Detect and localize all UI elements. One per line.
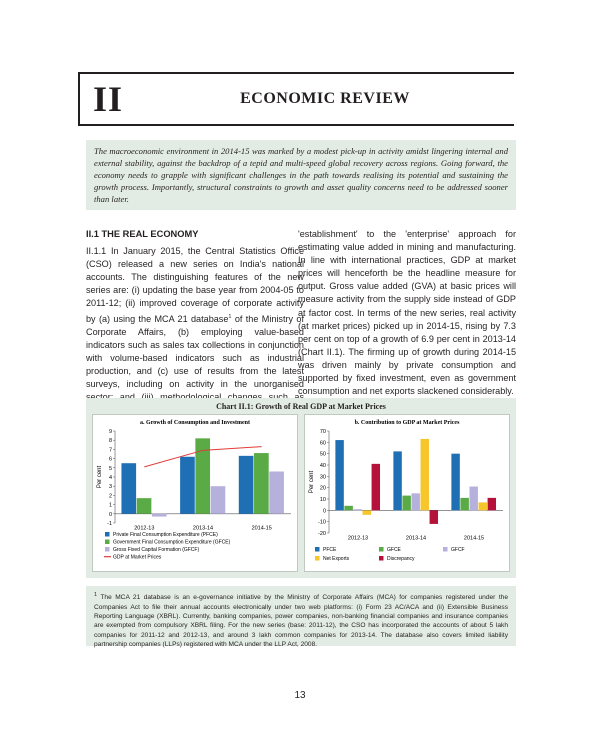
y-tick-label: 2	[108, 493, 112, 500]
chapter-title: ECONOMIC REVIEW	[240, 90, 410, 107]
bar	[211, 486, 226, 514]
legend-label: Private Final Consumption Expenditure (PFCE)	[113, 532, 218, 538]
bar	[488, 498, 496, 510]
bar	[239, 456, 254, 514]
x-tick-label: 2013-14	[405, 535, 427, 542]
legend-swatch	[315, 547, 320, 552]
chapter-abstract: The macroeconomic environment in 2014-15 was marked by a modest pick-up in activity amidst lingering internal and external stability, against the backdrop of a tepid and multi-speed global recovery across regions. Going forward, the economy needs to grapple with significant challenges in the path towards realising its potential and sustaining the growth process. Importantly, structural constraints to growth and asset quality concerns need to be addressed sooner than later.	[86, 140, 516, 210]
paragraph-left-b: of the Ministry of Corporate Affairs, (b) employing value-based indicators such as sales tax collections in conjunction with volume-based indicators such as industrial production, and (c) use of results from the latest surveys, including on activity in the unorganised	[86, 313, 304, 390]
chapter-title-bar	[136, 72, 514, 126]
bar	[269, 471, 284, 513]
y-tick-label: 0	[108, 511, 112, 518]
bar	[363, 510, 371, 515]
y-tick-label: 60	[319, 440, 326, 447]
bar	[121, 463, 136, 514]
x-tick-label: 2012-13	[134, 525, 155, 532]
paragraph-right: 'establishment' to the 'enterprise' approach for estimating value added in mining and manufacturing. In line with international practices, GDP at market prices will henceforth be the headline measure for output. Gross value added (GVA) at basic prices will measure activity from the supply side instead of GDP at factor cost. In terms of the new series, real activity (at market prices) picked up in 2014-15, rising by 7.3 per cent on top of a growth of 6.9 per cent in 2013-14 (Chart II.1). The firming up of growth during 2014-15 was driven mainly by private consumption and supported by fixed investment, even as government consumption and net exports slackened considerably.	[298, 229, 516, 397]
y-tick-label: 10	[319, 497, 326, 503]
chart-a-svg	[93, 415, 297, 571]
legend-label: Gross Fixed Capital Formation (GFCF)	[113, 547, 200, 553]
legend-label: GFCF	[451, 547, 465, 553]
x-tick-label: 2014-15	[251, 525, 272, 532]
y-tick-label: 3	[108, 484, 112, 491]
y-tick-label: 50	[319, 451, 326, 458]
legend-swatch	[105, 540, 110, 545]
x-tick-label: 2014-15	[463, 535, 485, 542]
chart-b-svg	[305, 415, 509, 571]
y-tick-label: 0	[322, 508, 326, 515]
footnote-reference[interactable]: 1	[228, 313, 232, 320]
y-tick-label: 20	[319, 485, 326, 492]
paragraph-left	[86, 245, 304, 417]
legend-swatch	[315, 556, 320, 561]
bar	[353, 509, 361, 510]
footnote-number: 1	[94, 592, 98, 598]
section-heading: II.1 THE REAL ECONOMY	[86, 229, 199, 239]
footnote	[86, 586, 516, 649]
bar	[335, 440, 343, 510]
chart-panel-b	[304, 414, 510, 572]
bar	[393, 451, 401, 510]
y-tick-label: 7	[108, 447, 112, 454]
bar	[451, 454, 459, 511]
y-axis-label: Per cent	[97, 465, 103, 489]
chart-box	[86, 398, 516, 578]
paragraph-left-a: II.1.1 In January 2015, the Central Statistics Office (CSO) released a new series on India's national accounts. The distinguishing features of the new series are: (i) updating the base year from 2004-05 to 2011-12; (ii) improved coverage of corporate activity by (a) using the MCA 21 database	[86, 246, 304, 324]
right-column	[298, 228, 516, 398]
y-tick-label: 70	[319, 429, 326, 435]
bar	[411, 493, 419, 510]
bar	[421, 439, 429, 510]
y-tick-label: 9	[108, 429, 112, 435]
y-tick-label: 30	[319, 474, 326, 481]
x-tick-label: 2013-14	[192, 525, 214, 532]
chart-subtitle: b. Contribution to GDP at Market Prices	[354, 420, 460, 426]
legend-label: GDP at Market Prices	[113, 554, 162, 561]
y-tick-label: 1	[108, 502, 112, 509]
page-number: 13	[294, 690, 306, 701]
legend-swatch	[443, 547, 448, 552]
legend-label: GFCE	[387, 547, 401, 553]
y-tick-label: -20	[318, 531, 326, 537]
y-tick-label: 40	[319, 463, 326, 469]
y-axis-label: Per cent	[309, 470, 315, 494]
y-tick-label: -1	[107, 521, 112, 527]
bar	[180, 457, 195, 514]
y-tick-label: 5	[108, 465, 112, 472]
chart-title: Chart II.1: Growth of Real GDP at Market Prices	[216, 402, 386, 411]
bar	[469, 487, 477, 511]
legend-swatch	[379, 547, 384, 552]
y-tick-label: 8	[108, 438, 112, 445]
y-tick-label: -10	[318, 519, 326, 526]
x-tick-label: 2012-13	[347, 535, 369, 542]
legend-label: Net Exports	[323, 556, 350, 562]
legend-label: Government Final Consumption Expenditure (GFCE)	[113, 539, 231, 546]
legend-label: PFCE	[323, 547, 337, 553]
bar	[372, 464, 380, 510]
legend-label: Discrepancy	[387, 556, 415, 562]
bar	[152, 514, 167, 517]
legend-swatch	[105, 547, 110, 552]
y-tick-label: 4	[108, 475, 112, 481]
chart-subtitle: a. Growth of Consumption and Investment	[140, 420, 250, 426]
legend-swatch	[105, 532, 110, 537]
bar	[430, 510, 438, 524]
bar	[402, 496, 410, 511]
bar	[254, 453, 269, 514]
chapter-number: II	[78, 72, 138, 126]
bar	[137, 498, 152, 514]
bar	[460, 498, 468, 510]
y-tick-label: 6	[108, 456, 112, 463]
bar	[344, 506, 352, 511]
left-column	[86, 228, 304, 417]
bar	[479, 502, 487, 510]
legend-swatch	[379, 556, 384, 561]
footnote-text: The MCA 21 database is an e-governance initiative by the Ministry of Corporate Affairs (MCA) for companies registered under the Companies Act to file their annual accounts electronically under two web platforms: (i) Form 23 AC/ACA and (ii) Extensible Business Reporting Language (XBRL). Currently, banking companies, power companies, non-banking financial companies and insurance companies are exempted from compulsory XBRL filing. For the new series (base: 2011-12), the CSO has incorporated the accounts of about 5 lakh companies for 2011-12 and 2012-13, and around 3 lakh common companies for 2013-14. The database also covers limited liability partnership companies (LLPs) registered with MCA under the LLP Act, 2008.	[94, 594, 508, 649]
chart-panel-a	[92, 414, 298, 572]
